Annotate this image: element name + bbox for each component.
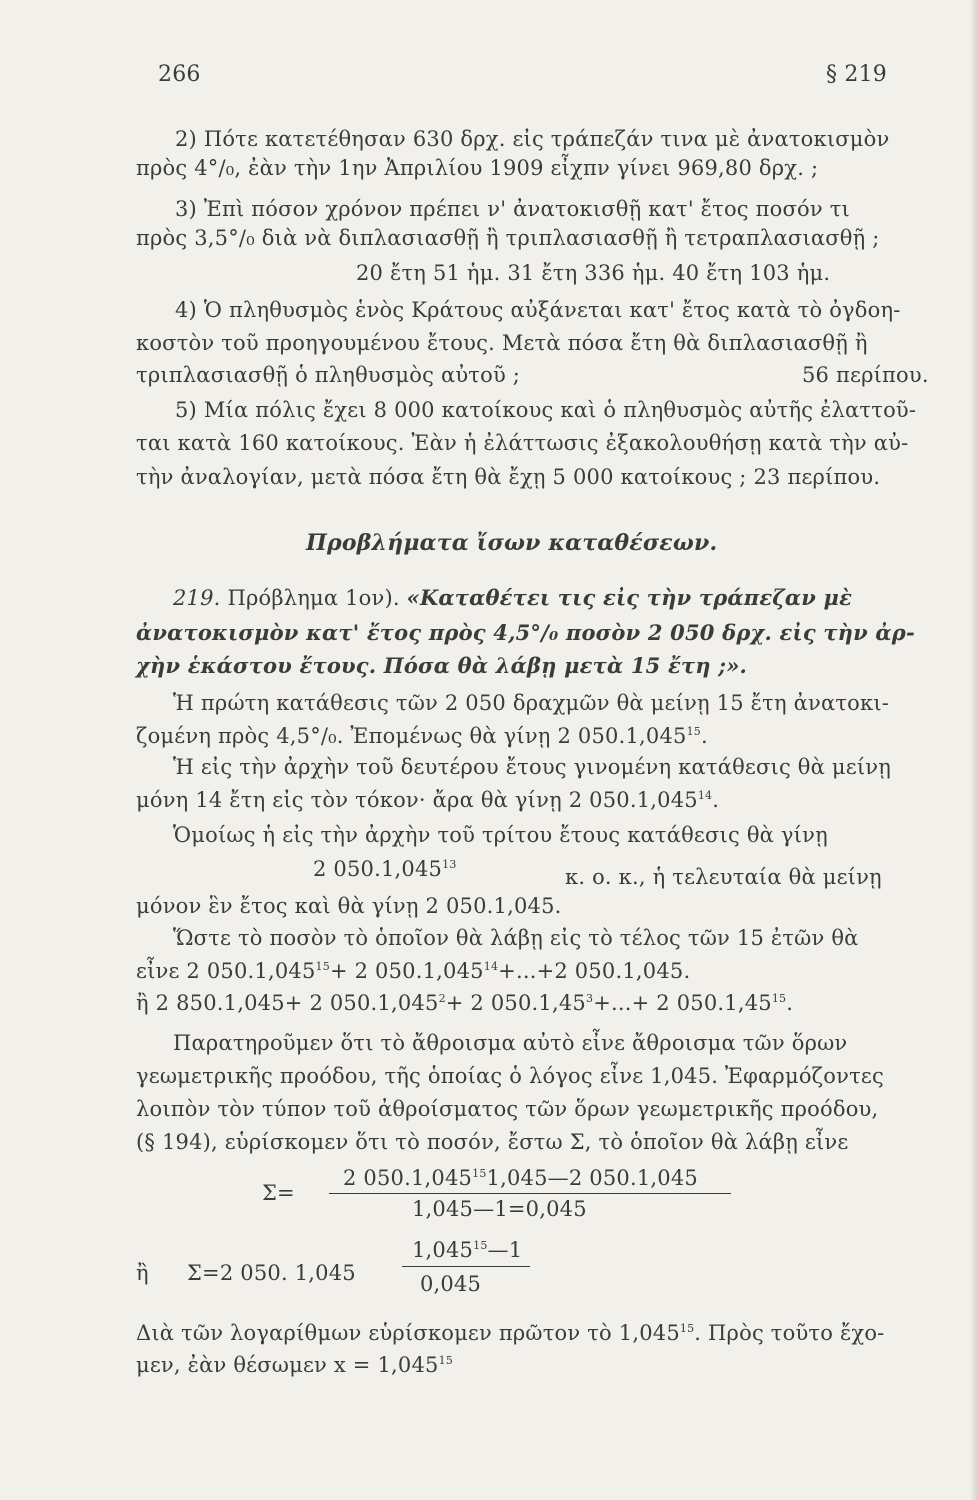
exponent: 15 xyxy=(473,1239,488,1252)
problem-5-line-1: 5) Μία πόλις ἔχει 8 000 κατοίκους καὶ ὁ πληθυσμὸς αὐτῆς ἐλαττοῦ- xyxy=(175,398,917,422)
numerator-start: 1,045 xyxy=(412,1238,474,1262)
exponent: 2 xyxy=(438,992,446,1005)
problem-3-line-1: 3) Ἐπὶ πόσον χρόνον πρέπει ν' ἀνατοκισθῇ κατ' ἔτος ποσόν τι xyxy=(175,197,850,221)
problem-2-line-2: πρὸς 4°/₀, ἐὰν τὴν 1ην Ἀπριλίου 1909 εἶχπν γίνει 969,80 δρχ. ; xyxy=(136,156,819,180)
para-3-line-2b: κ. ο. κ., ἡ τελευταία θὰ μείνῃ xyxy=(565,865,882,889)
exponent: 15 xyxy=(472,1167,487,1180)
final-text-2: μεν, ἐὰν θέσωμεν x = 1,045 xyxy=(136,1353,439,1377)
para-5-line-1: Παρατηροῦμεν ὅτι τὸ ἄθροισμα αὐτὸ εἶνε ἄθροισμα τῶν ὅρων xyxy=(173,1031,848,1055)
exponent: 13 xyxy=(442,858,457,871)
problem-3-answer: 20 ἔτη 51 ἡμ. 31 ἔτη 336 ἡμ. 40 ἔτη 103 ἡμ. xyxy=(356,261,831,285)
problem-statement-1: «Καταθέτει τις εἰς τὴν τράπεζαν μὲ xyxy=(406,585,853,610)
para-2-line-2: μόνη 14 ἔτη εἰς τὸν τόκον· ἄρα θὰ γίνῃ 2 050.1,045$^{14}$. xyxy=(136,788,720,812)
problem-3-line-2: πρὸς 3,5°/₀ διὰ νὰ διπλασιασθῇ ἢ τριπλασιασθῇ ἢ τετραπλασιασθῇ ; xyxy=(136,226,880,250)
final-line-1 xyxy=(136,1320,884,1346)
para-1-line-1: Ἡ πρώτη κατάθεσις τῶν 2 050 δραχμῶν θὰ μείνῃ 15 ἔτη ἀνατοκι- xyxy=(173,691,890,715)
section-number: 219. xyxy=(173,586,221,610)
sum-alt-start: ἢ 2 850.1,045+ 2 050.1,045 xyxy=(136,991,439,1015)
fraction-bar xyxy=(329,1193,731,1194)
section-marker: § 219 xyxy=(826,62,887,87)
formula-1-numerator xyxy=(343,1165,698,1191)
para-2-line-1: Ἡ εἰς τὴν ἀρχὴν τοῦ δευτέρου ἔτους γινομένη κατάθεσις θὰ μείνῃ xyxy=(173,755,892,779)
section-heading: Προβλήματα ἴσων καταθέσεων. xyxy=(306,530,718,556)
formula-1-lhs: Σ= xyxy=(262,1181,295,1205)
final-line-2 xyxy=(136,1352,453,1378)
formula-2-lhs: Σ=2 050. 1,045 xyxy=(187,1261,356,1285)
sum-middle: + 2 050.1,045 xyxy=(329,959,484,983)
exponent: 15 xyxy=(771,992,787,1005)
sum-alt-middle: + 2 050.1,45 xyxy=(445,991,586,1015)
para-1-text: ζομένη πρὸς 4,5°/₀. Ἐπομένως θὰ γίνῃ 2 050.1,045 xyxy=(136,724,687,748)
sum-alt-end: +...+ 2 050.1,45 xyxy=(593,991,772,1015)
problem-4-line-1: 4) Ὁ πληθυσμὸς ἑνὸς Κράτους αὐξάνεται κατ' ἔτος κατὰ τὸ ὀγδοη- xyxy=(175,298,901,322)
section-219-line-3: χὴν ἑκάστου ἔτους. Πόσα θὰ λάβῃ μετὰ 15 ἔτη ;». xyxy=(136,653,748,678)
para-3-line-1: Ὁμοίως ἡ εἰς τὴν ἀρχὴν τοῦ τρίτου ἔτους κατάθεσις θὰ γίνῃ xyxy=(173,823,828,847)
problem-5-line-2: ται κατὰ 160 κατοίκους. Ἐὰν ἡ ἐλάττωσις ἐξακολουθήσῃ κατὰ τὴν αὐ- xyxy=(136,431,909,455)
exponent: 15 xyxy=(315,960,330,973)
para-3-line-2 xyxy=(313,856,457,882)
para-4-line-3: ἢ 2 850.1,045+ 2 $050.1,045^2+ 2$ $050.1,45^3+...+ 2$ 050.1,45$^{15}$. xyxy=(136,991,794,1015)
page-number: 266 xyxy=(158,62,201,87)
para-4-line-1: Ὥστε τὸ ποσὸν τὸ ὁποῖον θὰ λάβῃ εἰς τὸ τέλος τῶν 15 ἐτῶν θὰ xyxy=(173,926,859,950)
problem-4-line-3: τριπλασιασθῇ ὁ πληθυσμὸς αὐτοῦ ; xyxy=(136,363,521,387)
formula-2-or: ἢ xyxy=(136,1261,149,1285)
formula-2-denominator: 0,045 xyxy=(420,1272,482,1296)
para-2-text: μόνη 14 ἔτη εἰς τὸν τόκον· ἄρα θὰ γίνῃ 2 050.1,045 xyxy=(136,788,698,812)
problem-4-line-2: κοστὸν τοῦ προηγουμένου ἔτους. Μετὰ πόσα ἔτη θὰ διπλασιασθῇ ἢ xyxy=(136,331,868,355)
para-4-line-2 xyxy=(136,958,690,984)
fraction-bar xyxy=(402,1266,530,1267)
final-text-end: . Πρὸς τοῦτο ἔχο- xyxy=(694,1321,885,1345)
problem-5-line-3: τὴν ἀναλογίαν, μετὰ πόσα ἔτη θὰ ἔχῃ 5 000 κατοίκους ; 23 περίπου. xyxy=(136,465,881,489)
para-5-line-2: γεωμετρικῆς προόδου, τῆς ὁποίας ὁ λόγος εἶνε 1,045. Ἐφαρμόζοντες xyxy=(136,1064,884,1088)
numerator-start: 2 050.1,045 xyxy=(343,1166,473,1190)
section-219-line-1 xyxy=(173,585,852,611)
final-text: Διὰ τῶν λογαρίθμων εὑρίσκομεν πρῶτον τὸ 1,045 xyxy=(136,1321,680,1345)
exponent: 15 xyxy=(438,1354,454,1367)
para-3-formula: 2 050.1,045 xyxy=(313,857,443,881)
problem-2-line-1: 2) Πότε κατετέθησαν 630 δρχ. εἰς τράπεζάν τινα μὲ ἀνατοκισμὸν xyxy=(175,127,890,151)
para-5-line-3: λοιπὸν τὸν τύπον τοῦ ἀθροίσματος τῶν ὅρων γεωμετρικῆς προόδου, xyxy=(136,1097,879,1121)
problem-4-answer: 56 περίπου. xyxy=(802,363,929,387)
numerator-end: —1 xyxy=(487,1238,523,1262)
para-5-line-4: (§ 194), εὑρίσκομεν ὅτι τὸ ποσόν, ἔστω Σ, τὸ ὁποῖον θὰ λάβῃ εἶνε xyxy=(136,1130,849,1154)
sum-start: εἶνε 2 050.1,045 xyxy=(136,959,316,983)
exponent: 14 xyxy=(483,960,499,973)
page-edge-shadow xyxy=(970,0,978,1500)
exponent: 3 xyxy=(586,992,594,1005)
exponent: 14 xyxy=(697,789,713,802)
para-1-line-2: ζομένη πρὸς 4,5°/₀. Ἐπομένως θὰ γίνῃ 2 050.1,045$^{15}$. xyxy=(136,724,708,748)
formula-1-denominator: 1,045—1=0,045 xyxy=(412,1197,587,1221)
numerator-end: 1,045—2 050.1,045 xyxy=(486,1166,698,1190)
exponent: 15 xyxy=(686,725,701,738)
formula-2-numerator xyxy=(412,1237,522,1263)
exponent: 15 xyxy=(679,1322,695,1335)
sum-end: +...+2 050.1,045. xyxy=(498,959,691,983)
section-219-line-2: ἀνατοκισμὸν κατ' ἔτος πρὸς 4,5°/₀ ποσὸν 2 050 δρχ. εἰς τὴν ἀρ- xyxy=(136,620,915,645)
problem-label: Πρόβλημα 1ον). xyxy=(227,586,400,610)
para-3-line-3: μόνον ἓν ἔτος καὶ θὰ γίνῃ 2 050.1,045. xyxy=(136,894,562,918)
